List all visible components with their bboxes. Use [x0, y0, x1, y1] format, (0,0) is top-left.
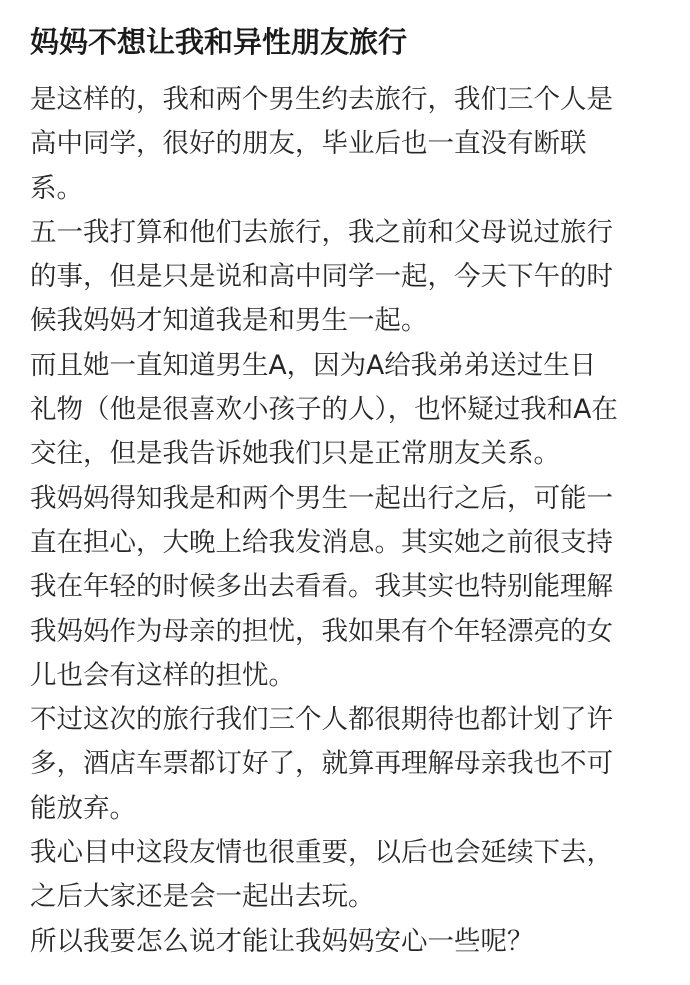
text-line: 交往，但是我告诉她我们只是正常朋友关系。 — [30, 438, 560, 470]
text-line: 儿也会有这样的担忧。 — [30, 659, 295, 691]
post-body — [30, 78, 660, 964]
paragraph-5 — [30, 698, 660, 831]
paragraph-4 — [30, 477, 660, 698]
paragraph-3 — [30, 344, 660, 477]
text-line: 高中同学，很好的朋友，毕业后也一直没有断联 — [30, 128, 587, 160]
text-line: 我在年轻的时候多出去看看。我其实也特别能理解 — [30, 571, 613, 603]
text-line: 之后大家还是会一起出去玩。 — [30, 881, 375, 913]
text-line: 候我妈妈才知道我是和男生一起。 — [30, 305, 428, 337]
text-line: 而且她一直知道男生A，因为A给我弟弟送过生日 — [30, 349, 597, 381]
text-line: 能放弃。 — [30, 792, 136, 824]
text-line: 不过这次的旅行我们三个人都很期待也都计划了许 — [30, 704, 613, 736]
text-line: 五一我打算和他们去旅行，我之前和父母说过旅行 — [30, 216, 613, 248]
paragraph-7 — [30, 920, 660, 964]
text-line: 我妈妈得知我是和两个男生一起出行之后，可能一 — [30, 482, 613, 514]
paragraph-2 — [30, 211, 660, 344]
text-line: 我心目中这段友情也很重要，以后也会延续下去， — [30, 837, 613, 869]
text-line: 礼物（他是很喜欢小孩子的人），也怀疑过我和A在 — [30, 394, 618, 426]
text-line: 我妈妈作为母亲的担忧，我如果有个年轻漂亮的女 — [30, 615, 613, 647]
text-line: 多，酒店车票都订好了，就算再理解母亲我也不可 — [30, 748, 613, 780]
paragraph-6 — [30, 831, 660, 920]
paragraph-1 — [30, 78, 660, 211]
text-line: 的事，但是只是说和高中同学一起，今天下午的时 — [30, 261, 613, 293]
text-line: 是这样的，我和两个男生约去旅行，我们三个人是 — [30, 84, 613, 115]
text-line: 直在担心，大晚上给我发消息。其实她之前很支持 — [30, 526, 613, 558]
text-line: 系。 — [30, 172, 83, 204]
text-line: 所以我要怎么说才能让我妈妈安心一些呢？ — [30, 925, 534, 957]
post-title: 妈妈不想让我和异性朋友旅行 — [30, 25, 408, 59]
